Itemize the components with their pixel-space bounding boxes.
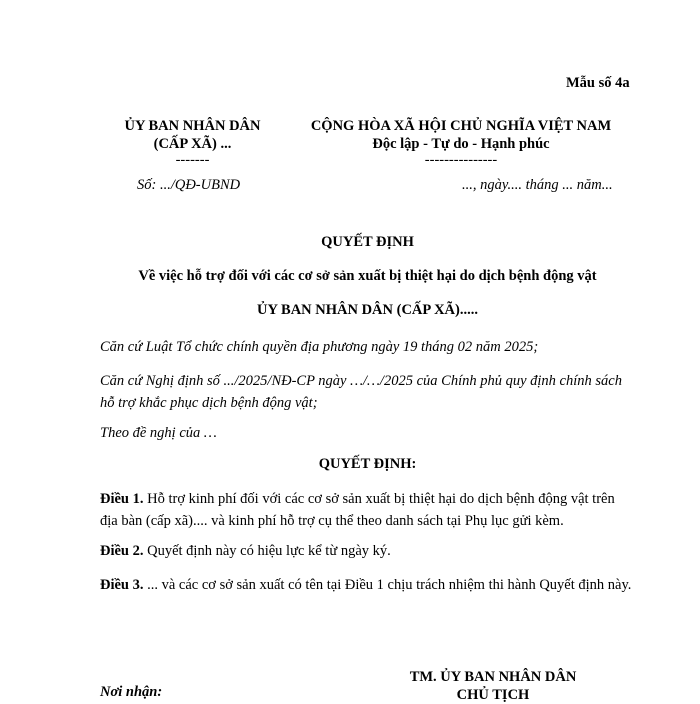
article-3-label: Điều 3. bbox=[100, 577, 144, 593]
signature-title: TM. ỦY BAN NHÂN DÂN bbox=[409, 669, 577, 685]
left-header-agency: ỦY BAN NHÂN DÂN bbox=[124, 118, 261, 134]
decision-heading: QUYẾT ĐỊNH: bbox=[318, 456, 417, 472]
basis-law: Căn cứ Luật Tổ chức chính quyền địa phương ngày 19 tháng 02 năm 2025; bbox=[100, 339, 539, 355]
article-2 bbox=[100, 540, 635, 562]
article-1-text: Hỗ trợ kinh phí đối với các cơ sở sản xuất bị thiệt hại do dịch bệnh động vật trên địa bàn (cấp xã).... và kinh phí hỗ trợ cụ thể theo danh sách tại Phụ lục gửi kèm. bbox=[100, 491, 615, 529]
article-3 bbox=[100, 574, 635, 596]
national-motto: Độc lập - Tự do - Hạnh phúc bbox=[372, 136, 550, 152]
basis-decree: Căn cứ Nghị định số .../2025/NĐ-CP ngày …/…/2025 của Chính phủ quy định chính sách hỗ trợ khắc phục dịch bệnh động vật; bbox=[100, 373, 622, 411]
right-header-divider: --------------- bbox=[424, 152, 498, 168]
signature-block bbox=[378, 668, 608, 704]
country-name: CỘNG HÒA XÃ HỘI CHỦ NGHĨA VIỆT NAM bbox=[310, 118, 612, 134]
date-line: ..., ngày.... tháng ... năm... bbox=[462, 177, 613, 193]
right-header bbox=[290, 117, 632, 167]
article-3-text: ... và các cơ sở sản xuất có tên tại Điều 1 chịu trách nhiệm thi hành Quyết định này. bbox=[143, 577, 632, 593]
left-header-divider: ------- bbox=[175, 152, 210, 168]
recipients-label: Nơi nhận: bbox=[100, 684, 163, 700]
form-number: Mẫu số 4a bbox=[566, 75, 630, 91]
issuer: ỦY BAN NHÂN DÂN (CẤP XÃ)..... bbox=[257, 302, 478, 318]
document-subject: Về việc hỗ trợ đối với các cơ sở sản xuất bị thiệt hại do dịch bệnh động vật bbox=[138, 268, 597, 284]
left-header-level: (CẤP XÃ) ... bbox=[153, 136, 232, 152]
document-number: Số: .../QĐ-UBND bbox=[137, 177, 241, 193]
article-2-label: Điều 2. bbox=[100, 543, 144, 559]
left-header bbox=[100, 117, 285, 167]
signature-position: CHỦ TỊCH bbox=[456, 687, 530, 703]
article-1 bbox=[100, 488, 635, 532]
document-title: QUYẾT ĐỊNH bbox=[321, 234, 414, 250]
basis-proposal: Theo đề nghị của … bbox=[100, 425, 217, 441]
article-1-label: Điều 1. bbox=[100, 491, 144, 507]
article-2-text: Quyết định này có hiệu lực kể từ ngày ký. bbox=[143, 543, 391, 559]
